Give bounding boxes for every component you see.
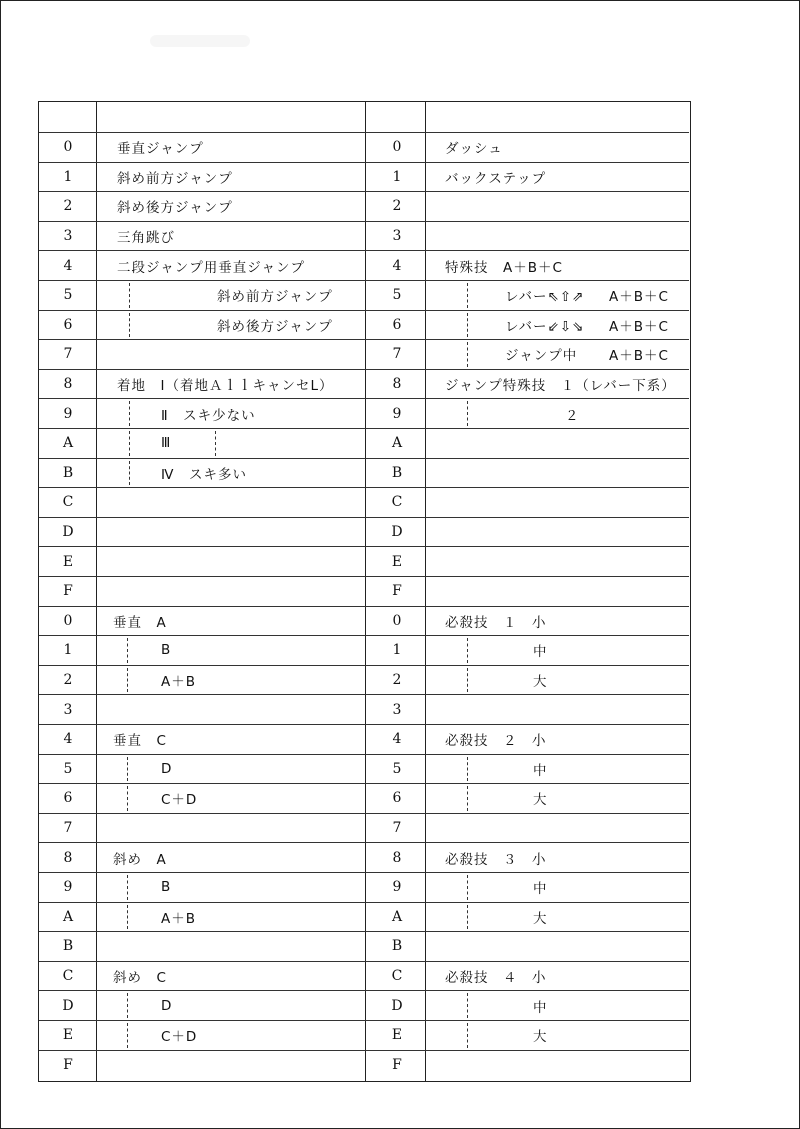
move-cell-right	[429, 518, 687, 547]
move-label: 二段ジャンプ用垂直ジャンプ	[117, 259, 305, 276]
move-label: バックステップ	[445, 170, 547, 187]
dotted-indent-line	[467, 283, 468, 308]
dotted-indent-line	[467, 993, 468, 1018]
move-label: Ⅲ	[161, 435, 172, 452]
move-cell-right	[429, 695, 687, 724]
row-index-left: 7	[63, 346, 73, 363]
row-index-left: E	[62, 553, 74, 570]
dotted-indent-line	[127, 905, 128, 930]
move-cell-left	[99, 873, 365, 902]
table-row	[39, 931, 689, 961]
table-row	[39, 665, 689, 695]
move-cell-left	[99, 281, 365, 310]
move-cell-right	[429, 311, 687, 340]
row-index-left: 0	[63, 139, 73, 156]
move-cell-left	[99, 488, 365, 517]
move-cell-left	[99, 399, 365, 428]
move-cell-right	[429, 429, 687, 458]
table-row	[39, 280, 689, 310]
row-index-right: 6	[392, 316, 402, 333]
row-index-left: 6	[63, 316, 73, 333]
table-row	[39, 162, 689, 192]
row-index-right: 9	[392, 879, 402, 896]
row-index-left: 1	[63, 642, 73, 659]
row-index-right: B	[391, 464, 403, 481]
row-index-left: 0	[63, 612, 73, 629]
move-table	[38, 101, 691, 1082]
row-index-right: 7	[392, 346, 402, 363]
move-cell-left	[99, 518, 365, 547]
move-label: レバー⇖⇧⇗	[505, 289, 585, 306]
table-row	[39, 754, 689, 784]
move-label: 斜め後方ジャンプ	[217, 318, 333, 335]
move-cell-right	[429, 784, 687, 813]
move-cell-right	[429, 962, 687, 991]
table-row	[39, 487, 689, 517]
move-label: 中	[533, 881, 548, 898]
move-cell-right	[429, 1051, 687, 1080]
move-cell-left	[99, 843, 365, 872]
move-label: 中	[533, 762, 548, 779]
move-label: 斜め C	[113, 970, 167, 987]
row-index-right: 5	[392, 287, 402, 304]
table-row	[39, 250, 689, 280]
move-cell-right	[429, 1021, 687, 1050]
move-cell-left	[99, 459, 365, 488]
dotted-indent-line	[129, 313, 130, 338]
row-index-left: 5	[63, 760, 73, 777]
row-index-left: B	[62, 464, 74, 481]
row-index-left: 3	[63, 228, 73, 245]
row-index-right: 5	[392, 760, 402, 777]
row-index-right: 0	[392, 612, 402, 629]
row-index-left: 8	[63, 849, 73, 866]
row-index-right: 1	[392, 168, 402, 185]
move-cell-left	[99, 311, 365, 340]
move-cell-right	[429, 370, 687, 399]
row-index-right: 3	[392, 228, 402, 245]
move-cell-left	[99, 725, 365, 754]
row-index-right: 8	[392, 376, 402, 393]
row-index-left: A	[62, 435, 74, 452]
row-index-left: F	[63, 583, 73, 600]
move-label: 着地 Ⅰ（着地ＡｌｌキャンセⅬ）	[117, 378, 334, 395]
table-row	[39, 310, 689, 340]
table-row	[39, 369, 689, 399]
row-index-left: 6	[63, 790, 73, 807]
move-label: レバー⇙⇩⇘	[505, 318, 585, 335]
dotted-indent-line	[127, 875, 128, 900]
move-cell-left	[99, 163, 365, 192]
dotted-indent-line	[127, 993, 128, 1018]
row-index-left: C	[62, 968, 74, 985]
move-cell-left	[99, 636, 365, 665]
move-label: ジャンプ特殊技 １（レバー下系）	[445, 378, 676, 395]
move-cell-left	[99, 251, 365, 280]
move-label: 大	[533, 1029, 548, 1046]
move-label: 特殊技 A＋B＋C	[445, 259, 563, 276]
move-label: A＋B＋C	[609, 318, 669, 335]
row-index-left: 2	[63, 672, 73, 689]
table-row	[39, 132, 689, 162]
table-row	[39, 724, 689, 754]
dotted-indent-line	[129, 283, 130, 308]
row-index-right: 2	[392, 672, 402, 689]
move-cell-left	[99, 1051, 365, 1080]
table-row	[39, 546, 689, 576]
move-label: D	[161, 760, 173, 777]
move-cell-right	[429, 251, 687, 280]
table-row	[39, 191, 689, 221]
move-label: A＋B	[161, 674, 196, 691]
table-row	[39, 990, 689, 1020]
dotted-indent-line	[467, 313, 468, 338]
move-cell-left	[99, 784, 365, 813]
move-cell-right	[429, 399, 687, 428]
row-index-right: B	[391, 938, 403, 955]
move-cell-right	[429, 814, 687, 843]
dotted-indent-line	[467, 875, 468, 900]
scan-smudge	[150, 35, 250, 47]
move-cell-left	[99, 932, 365, 961]
row-index-right: 3	[392, 701, 402, 718]
table-row	[39, 1020, 689, 1050]
table-row	[39, 339, 689, 369]
row-index-left: 1	[63, 168, 73, 185]
move-cell-left	[99, 903, 365, 932]
move-label: 中	[533, 999, 548, 1016]
move-label: A＋B	[161, 910, 196, 927]
row-index-left: 4	[63, 257, 73, 274]
row-index-left: 2	[63, 198, 73, 215]
move-cell-left	[99, 991, 365, 1020]
move-cell-left	[99, 666, 365, 695]
move-cell-right	[429, 607, 687, 636]
move-label: 垂直 A	[113, 614, 167, 631]
row-index-right: C	[391, 494, 403, 511]
row-index-right: 2	[392, 198, 402, 215]
row-index-right: 0	[392, 139, 402, 156]
move-cell-right	[429, 163, 687, 192]
move-cell-right	[429, 222, 687, 251]
table-row	[39, 872, 689, 902]
table-row	[39, 813, 689, 843]
table-row	[39, 635, 689, 665]
move-label: 中	[533, 644, 548, 661]
row-index-right: 8	[392, 849, 402, 866]
row-index-right: 4	[392, 731, 402, 748]
move-label: ダッシュ	[445, 141, 503, 158]
move-label: 斜め後方ジャンプ	[117, 200, 233, 217]
dotted-indent-line	[467, 668, 468, 693]
row-index-right: C	[391, 968, 403, 985]
move-cell-right	[429, 755, 687, 784]
row-index-left: 9	[63, 879, 73, 896]
row-index-left: 9	[63, 405, 73, 422]
move-cell-right	[429, 932, 687, 961]
dotted-indent-line	[215, 431, 216, 456]
move-cell-left	[99, 547, 365, 576]
dotted-indent-line	[467, 342, 468, 367]
table-row	[39, 961, 689, 991]
move-label: A＋B＋C	[609, 348, 669, 365]
row-index-right: F	[392, 1056, 402, 1073]
move-cell-right	[429, 666, 687, 695]
move-cell-right	[429, 281, 687, 310]
row-index-right: 9	[392, 405, 402, 422]
dotted-indent-line	[129, 401, 130, 426]
dotted-indent-line	[127, 638, 128, 663]
row-index-right: 6	[392, 790, 402, 807]
move-cell-left	[99, 962, 365, 991]
move-label: D	[161, 997, 173, 1014]
row-index-right: 4	[392, 257, 402, 274]
row-index-right: E	[391, 553, 403, 570]
row-index-left: 5	[63, 287, 73, 304]
table-row	[39, 221, 689, 251]
table-row	[39, 606, 689, 636]
move-cell-right	[429, 459, 687, 488]
move-label: 大	[533, 792, 548, 809]
row-index-left: 4	[63, 731, 73, 748]
move-label: 必殺技 １ 小	[445, 614, 547, 631]
table-row	[39, 576, 689, 606]
move-cell-left	[99, 695, 365, 724]
move-cell-right	[429, 873, 687, 902]
move-label: 必殺技 ２ 小	[445, 733, 547, 750]
row-index-right: A	[391, 908, 403, 925]
move-cell-left	[99, 607, 365, 636]
move-label: Ⅳ スキ多い	[161, 466, 247, 483]
dotted-indent-line	[467, 905, 468, 930]
row-index-left: E	[62, 1027, 74, 1044]
move-cell-left	[99, 1021, 365, 1050]
move-label: ジャンプ中	[505, 348, 578, 365]
row-index-left: A	[62, 908, 74, 925]
table-row	[39, 398, 689, 428]
row-index-right: 7	[392, 820, 402, 837]
move-label: B	[161, 642, 172, 659]
move-label: 必殺技 ３ 小	[445, 851, 547, 868]
move-cell-left	[99, 222, 365, 251]
move-cell-right	[429, 488, 687, 517]
row-index-right: D	[391, 997, 403, 1014]
dotted-indent-line	[127, 668, 128, 693]
row-index-left: 3	[63, 701, 73, 718]
dotted-indent-line	[129, 461, 130, 486]
row-index-right: D	[391, 524, 403, 541]
dotted-indent-line	[467, 786, 468, 811]
move-cell-right	[429, 991, 687, 1020]
dotted-indent-line	[127, 1023, 128, 1048]
move-cell-right	[429, 577, 687, 606]
row-index-left: B	[62, 938, 74, 955]
row-index-left: 8	[63, 376, 73, 393]
row-index-right: A	[391, 435, 403, 452]
move-label: ２	[565, 407, 580, 424]
row-index-left: D	[62, 524, 74, 541]
row-index-left: F	[63, 1056, 73, 1073]
move-label: A＋B＋C	[609, 289, 669, 306]
table-row	[39, 694, 689, 724]
move-label: Ⅱ スキ少ない	[161, 407, 256, 424]
row-index-right: E	[391, 1027, 403, 1044]
move-label: 斜め前方ジャンプ	[117, 170, 233, 187]
table-row	[39, 842, 689, 872]
move-cell-left	[99, 429, 365, 458]
row-index-left: D	[62, 997, 74, 1014]
table-row	[39, 517, 689, 547]
move-cell-right	[429, 192, 687, 221]
dotted-indent-line	[467, 1023, 468, 1048]
move-label: C＋D	[161, 1029, 198, 1046]
dotted-indent-line	[127, 786, 128, 811]
table-header-row	[39, 102, 689, 132]
move-cell-left	[99, 755, 365, 784]
table-row	[39, 902, 689, 932]
move-label: 垂直 C	[113, 733, 167, 750]
dotted-indent-line	[467, 757, 468, 782]
move-cell-left	[99, 577, 365, 606]
move-cell-left	[99, 814, 365, 843]
dotted-indent-line	[127, 757, 128, 782]
move-label: B	[161, 879, 172, 896]
move-cell-right	[429, 133, 687, 162]
move-cell-right	[429, 340, 687, 369]
move-cell-right	[429, 843, 687, 872]
move-cell-right	[429, 547, 687, 576]
row-index-right: F	[392, 583, 402, 600]
move-label: 斜め A	[113, 851, 167, 868]
move-cell-right	[429, 725, 687, 754]
table-row	[39, 1050, 689, 1080]
move-label: 大	[533, 674, 548, 691]
move-cell-left	[99, 192, 365, 221]
move-cell-left	[99, 133, 365, 162]
move-cell-right	[429, 903, 687, 932]
dotted-indent-line	[467, 401, 468, 426]
row-index-left: C	[62, 494, 74, 511]
dotted-indent-line	[467, 638, 468, 663]
dotted-indent-line	[129, 431, 130, 456]
move-label: C＋D	[161, 792, 198, 809]
table-row	[39, 428, 689, 458]
move-cell-right	[429, 636, 687, 665]
move-cell-left	[99, 370, 365, 399]
move-label: 大	[533, 910, 548, 927]
move-label: 必殺技 ４ 小	[445, 970, 547, 987]
move-label: 三角跳び	[117, 230, 175, 247]
move-label: 斜め前方ジャンプ	[217, 289, 333, 306]
table-row	[39, 458, 689, 488]
move-cell-left	[99, 340, 365, 369]
row-index-left: 7	[63, 820, 73, 837]
row-index-right: 1	[392, 642, 402, 659]
move-label: 垂直ジャンプ	[117, 141, 204, 158]
table-row	[39, 783, 689, 813]
